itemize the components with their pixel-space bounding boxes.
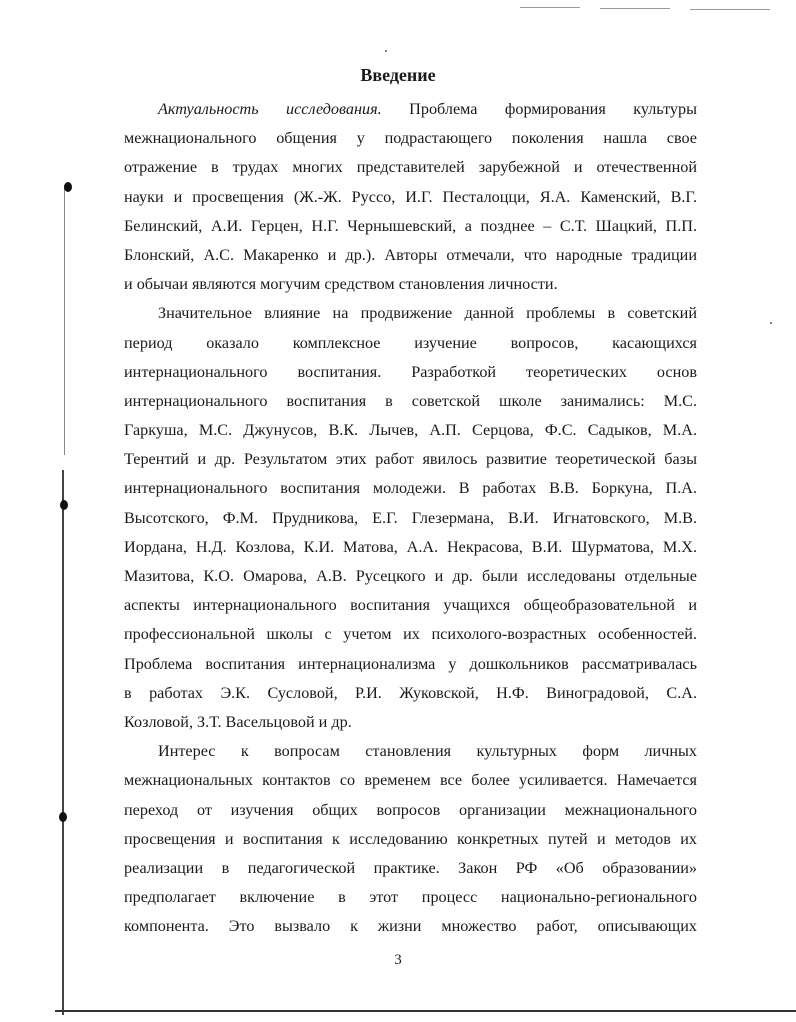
paragraph-line: профессиональной школы с учетом их психолого-возрастных особенностей. bbox=[124, 625, 697, 644]
punch-hole-mark bbox=[64, 182, 72, 192]
paragraph-line: интернационального воспитания. Разработкой теоретических основ bbox=[124, 362, 697, 381]
scan-speck bbox=[385, 50, 387, 52]
scan-artifact bbox=[690, 9, 770, 10]
paragraph-line: Гаркуша, М.С. Джунусов, В.К. Лычев, А.П. Серцова, Ф.С. Садыков, М.А. bbox=[124, 421, 697, 440]
paragraph-line: и обычаи являются могучим средством становления личности. bbox=[124, 275, 558, 294]
paragraph-line: межнационального общения у подрастающего поколения нашла свое bbox=[124, 129, 697, 148]
paragraph-line: Значительное влияние на продвижение данной проблемы в советский bbox=[158, 304, 697, 323]
paragraph-line: интернационального воспитания в советской школе занимались: М.С. bbox=[124, 391, 697, 410]
paragraph-line: предполагает включение в этот процесс национально-регионального bbox=[124, 888, 697, 907]
page-number: 3 bbox=[394, 952, 402, 968]
page-title: Введение bbox=[360, 65, 436, 85]
paragraph-line: период оказало комплексное изучение вопросов, касающихся bbox=[124, 333, 697, 352]
paragraph-line: компонента. Это вызвало к жизни множество работ, описывающих bbox=[124, 917, 697, 936]
punch-hole-mark bbox=[60, 500, 68, 510]
paragraph-line: Мазитова, К.О. Омарова, А.В. Русецкого и др. были исследованы отдельные bbox=[124, 567, 697, 585]
paragraph-line: Высотского, Ф.М. Прудникова, Е.Г. Глезермана, В.И. Игнатовского, М.В. bbox=[124, 508, 697, 527]
body-text bbox=[124, 95, 697, 941]
scan-artifact bbox=[600, 8, 670, 9]
paragraph-line: реализации в педагогической практике. Закон РФ «Об образовании» bbox=[124, 858, 697, 877]
paragraph-line: Блонский, А.С. Макаренко и др.). Авторы отмечали, что народные традиции bbox=[124, 245, 697, 264]
scan-artifact bbox=[520, 7, 580, 8]
scan-speck bbox=[770, 322, 772, 324]
paragraph-line: в работах Э.К. Сусловой, Р.И. Жуковской, Н.Ф. Виноградовой, С.А. bbox=[124, 683, 697, 702]
binding-edge bbox=[62, 470, 64, 1015]
paragraph-line: науки и просвещения (Ж.-Ж. Руссо, И.Г. Песталоцци, Я.А. Каменский, В.Г. bbox=[124, 187, 697, 206]
binding-edge bbox=[64, 185, 65, 455]
paragraph-line: Иордана, Н.Д. Козлова, К.И. Матова, А.А. Некрасова, В.И. Шурматова, М.Х. bbox=[124, 537, 697, 556]
paragraph-line: Терентий и др. Результатом этих работ явилось развитие теоретической базы bbox=[124, 450, 697, 469]
paragraph-line: Козловой, З.Т. Васельцовой и др. bbox=[124, 712, 352, 731]
line-text: Проблема формирования культуры bbox=[381, 100, 697, 118]
paragraph-line: Интерес к вопросам становления культурных форм личных bbox=[158, 742, 697, 761]
paragraph-line: отражение в трудах многих представителей зарубежной и отечественной bbox=[124, 158, 697, 177]
paragraph-line: межнациональных контактов со временем все более усиливается. Намечается bbox=[124, 771, 697, 790]
scan-artifact bbox=[55, 1010, 796, 1012]
paragraph-line: аспекты интернационального воспитания учащихся общеобразовательной и bbox=[124, 596, 697, 615]
paragraph-line: переход от изучения общих вопросов организации межнационального bbox=[124, 800, 697, 819]
italic-lead: Актуальность исследования. bbox=[158, 100, 382, 118]
paragraph-line: Белинский, А.И. Герцен, Н.Г. Чернышевский, а позднее – С.Т. Шацкий, П.П. bbox=[124, 216, 697, 235]
paragraph-line: просвещения и воспитания к исследованию конкретных путей и методов их bbox=[124, 829, 697, 848]
paragraph-line: Проблема воспитания интернационализма у дошкольников рассматривалась bbox=[124, 654, 697, 673]
paragraph-line bbox=[124, 95, 697, 124]
paragraph-line: интернационального воспитания молодежи. В работах В.В. Боркуна, П.А. bbox=[124, 479, 697, 498]
punch-hole-mark bbox=[59, 812, 67, 822]
